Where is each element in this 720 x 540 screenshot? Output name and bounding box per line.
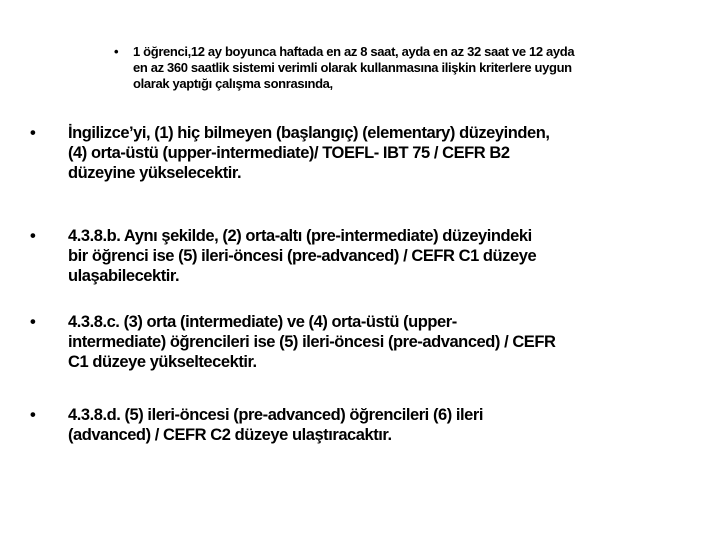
text-line: olarak yaptığı çalışma sonrasında,	[133, 76, 333, 91]
text-line: ulaşabilecektir.	[68, 267, 180, 285]
bullet-marker: •	[114, 44, 119, 59]
text-line: 1 öğrenci,12 ay boyunca haftada en az 8 saat, ayda en az 32 saat ve 12 ayda	[133, 44, 575, 59]
bullet-3	[30, 312, 556, 372]
text-line: en az 360 saatlik sistemi verimli olarak kullanmasına ilişkin kriterlere uygun	[133, 60, 572, 75]
bullet-marker: •	[30, 406, 36, 424]
bullet-marker: •	[30, 227, 36, 245]
text-line: bir öğrenci ise (5) ileri-öncesi (pre-advanced) / CEFR C1 düzeye	[68, 247, 537, 265]
bullet-4	[30, 405, 483, 445]
bullet-1	[30, 123, 550, 183]
text-line: 4.3.8.c. (3) orta (intermediate) ve (4) orta-üstü (upper-	[68, 313, 457, 331]
bullet-marker: •	[30, 313, 36, 331]
text-line: 4.3.8.b. Aynı şekilde, (2) orta-altı (pre-intermediate) düzeyindeki	[68, 227, 532, 245]
bullet-marker: •	[30, 124, 36, 142]
text-line: intermediate) öğrencileri ise (5) ileri-öncesi (pre-advanced) / CEFR	[68, 333, 556, 351]
text-line: 4.3.8.d. (5) ileri-öncesi (pre-advanced) öğrencileri (6) ileri	[68, 406, 483, 424]
bullet-2	[30, 226, 537, 286]
text-line: İngilizce’yi, (1) hiç bilmeyen (başlangıç) (elementary) düzeyinden,	[68, 124, 550, 142]
intro-bullet	[114, 44, 575, 92]
text-line: (4) orta-üstü (upper-intermediate)/ TOEFL- IBT 75 / CEFR B2	[68, 144, 510, 162]
text-line: C1 düzeye yükseltecektir.	[68, 353, 257, 371]
text-line: (advanced) / CEFR C2 düzeye ulaştıracaktır.	[68, 426, 392, 444]
text-line: düzeyine yükselecektir.	[68, 164, 242, 182]
